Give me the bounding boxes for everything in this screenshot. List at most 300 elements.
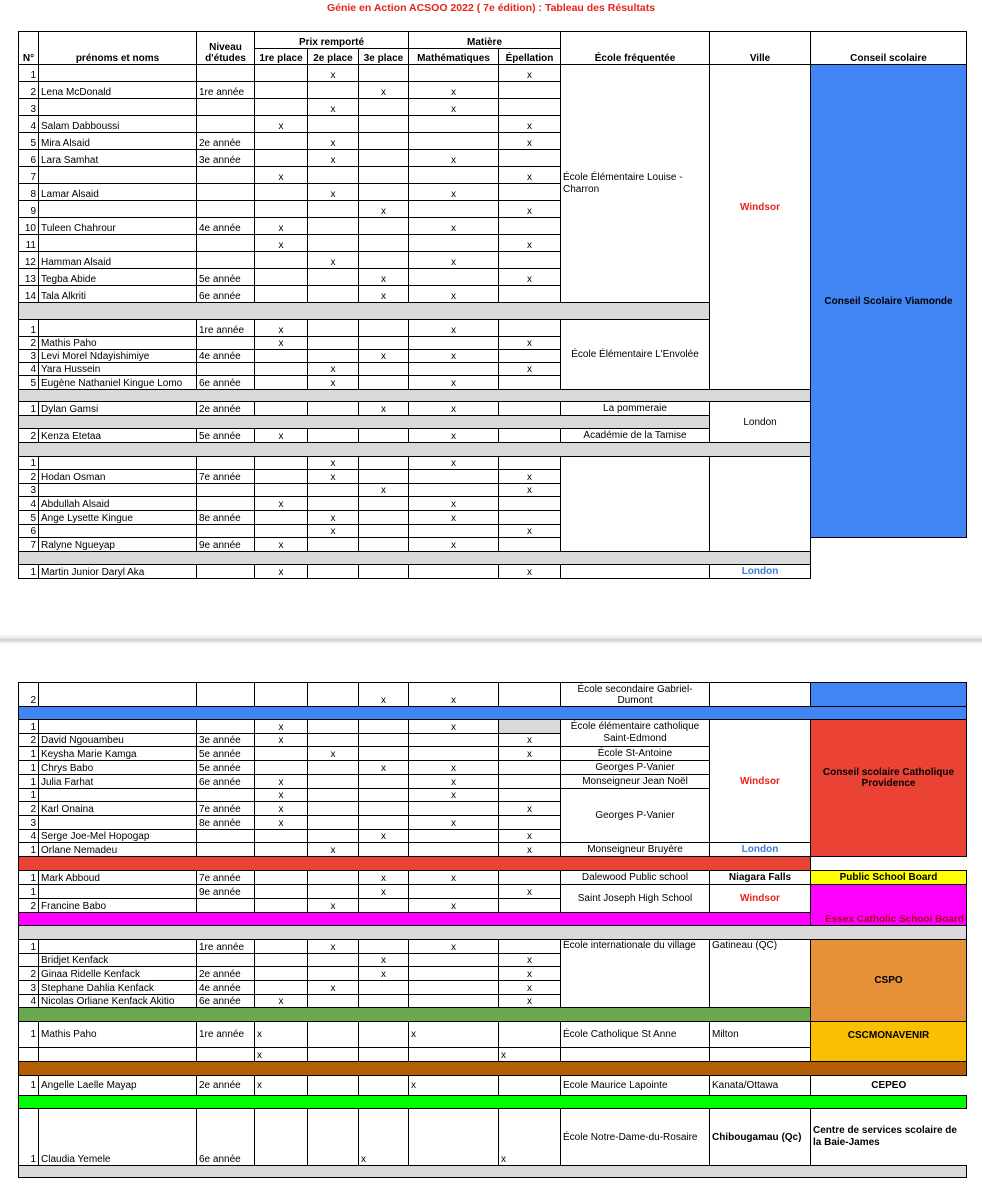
cell-num: 3 (19, 350, 39, 363)
cell-level: 4e année (197, 981, 255, 995)
cell-name (39, 99, 197, 116)
header-level: Niveau d'études (197, 32, 255, 65)
cell-level: 1re année (197, 940, 255, 954)
cell-spell (499, 899, 561, 913)
cell-p1 (255, 363, 308, 376)
cell-level: 7e année (197, 802, 255, 816)
cell-p3 (359, 252, 409, 269)
cell-num: 1 (19, 1109, 39, 1166)
cell-math: x (409, 1076, 499, 1096)
cell-level (197, 337, 255, 350)
cell-spell: x (499, 843, 561, 857)
cell-num: 2 (19, 337, 39, 350)
cell-name (39, 683, 197, 707)
cell-level (197, 484, 255, 497)
cell-p2 (308, 497, 359, 511)
cell-num: 1 (19, 871, 39, 885)
cell-p2 (308, 201, 359, 218)
cell-p1: x (255, 995, 308, 1008)
cell-p1: x (255, 734, 308, 747)
header-num: N° (19, 32, 39, 65)
cell-name (39, 235, 197, 252)
cell-num: 2 (19, 683, 39, 707)
table-row (19, 683, 967, 707)
cell-p2 (308, 871, 359, 885)
cell-p3 (359, 337, 409, 350)
cell-level (197, 954, 255, 967)
separator-cell (19, 1062, 967, 1076)
cell-name (39, 816, 197, 830)
cell-level: 1re année (197, 82, 255, 99)
cell-spell: x (499, 885, 561, 899)
cell-level: 8e année (197, 511, 255, 525)
school-cell (561, 1048, 710, 1062)
cell-spell (499, 82, 561, 99)
header-city: Ville (710, 32, 811, 65)
cell-math (409, 747, 499, 761)
cell-p2 (308, 1109, 359, 1166)
separator-cell (19, 303, 710, 320)
cell-math (409, 1048, 499, 1062)
cell-spell (499, 511, 561, 525)
cell-math (409, 269, 499, 286)
cell-p1 (255, 184, 308, 201)
separator-row (19, 552, 967, 565)
cell-p3 (359, 150, 409, 167)
cell-name: Mark Abboud (39, 871, 197, 885)
cell-p3 (359, 899, 409, 913)
cell-name: Angelle Laelle Mayap (39, 1076, 197, 1096)
cell-num: 2 (19, 967, 39, 981)
cell-p3 (359, 470, 409, 484)
cell-p1 (255, 511, 308, 525)
school-cell (561, 565, 710, 579)
cell-name: Mira Alsaid (39, 133, 197, 150)
cell-math: x (409, 218, 499, 235)
board-cell: CEPEO (871, 1080, 907, 1091)
cell-math: x (409, 350, 499, 363)
board-spacer (811, 857, 967, 871)
cell-p1: x (255, 429, 308, 443)
cell-p3 (359, 1076, 409, 1096)
cell-level: 7e année (197, 871, 255, 885)
cell-math: x (409, 761, 499, 775)
cell-math: x (409, 775, 499, 789)
cell-num: 2 (19, 470, 39, 484)
cell-p1: x (255, 565, 308, 579)
cell-name: Ange Lysette Kingue (39, 511, 197, 525)
cell-p2: x (308, 99, 359, 116)
cell-math: x (409, 320, 499, 337)
cell-level (197, 116, 255, 133)
school-cell: Monseigneur Jean Noël (561, 775, 710, 789)
cell-level: 6e année (197, 286, 255, 303)
cell-p1: x (255, 1022, 308, 1048)
cell-p2 (308, 402, 359, 416)
cell-p2 (308, 538, 359, 552)
table-row (19, 65, 967, 82)
table-row (19, 720, 967, 734)
cell-p2 (308, 350, 359, 363)
cell-spell (499, 429, 561, 443)
cell-p2 (308, 802, 359, 816)
cell-p2 (308, 320, 359, 337)
cell-spell: x (499, 1109, 561, 1166)
cell-p3 (359, 457, 409, 470)
cell-name (39, 1048, 197, 1062)
cell-name: David Ngouambeu (39, 734, 197, 747)
cell-name (39, 65, 197, 82)
school-cell: École élémentaire catholique Saint-Edmond (561, 720, 710, 747)
cell-p3 (359, 747, 409, 761)
cell-p2: x (308, 899, 359, 913)
cell-spell: x (499, 830, 561, 843)
separator-cell (19, 552, 811, 565)
cell-p2 (308, 269, 359, 286)
cell-name (39, 720, 197, 734)
cell-spell (499, 184, 561, 201)
cell-p3 (359, 995, 409, 1008)
cell-name: Mathis Paho (39, 1022, 197, 1048)
cell-p3 (359, 497, 409, 511)
cell-name: Lara Samhat (39, 150, 197, 167)
cell-p3 (359, 525, 409, 538)
cell-name: Orlane Nemadeu (39, 843, 197, 857)
cell-p1: x (255, 1048, 308, 1062)
cell-math (409, 995, 499, 1008)
cell-spell (499, 720, 561, 734)
cell-num: 4 (19, 116, 39, 133)
cell-p2: x (308, 65, 359, 82)
cell-level: 6e année (197, 995, 255, 1008)
board-cell: Conseil Scolaire Viamonde (811, 65, 967, 538)
cell-name: Levi Morel Ndayishimiye (39, 350, 197, 363)
separator-row (19, 1062, 967, 1076)
cell-name: Dylan Gamsi (39, 402, 197, 416)
cell-p3 (359, 363, 409, 376)
cell-math: x (409, 497, 499, 511)
cell-level: 3e année (197, 150, 255, 167)
cell-name: Keysha Marie Kamga (39, 747, 197, 761)
separator-cell (19, 707, 967, 720)
cell-p3 (359, 429, 409, 443)
cell-math: x (409, 429, 499, 443)
cell-p2 (308, 235, 359, 252)
cell-p2 (308, 720, 359, 734)
cell-p3 (359, 720, 409, 734)
cell-name: Chrys Babo (39, 761, 197, 775)
cell-p1 (255, 830, 308, 843)
header-names: prénoms et noms (39, 32, 197, 65)
results-table-part-2 (18, 682, 967, 1178)
header-p2: 2e place (308, 49, 359, 65)
cell-num: 4 (19, 497, 39, 511)
cell-p2: x (308, 981, 359, 995)
cell-num: 2 (19, 899, 39, 913)
cell-p3 (359, 1022, 409, 1048)
city-cell: Milton (710, 1022, 811, 1048)
cell-p1 (255, 747, 308, 761)
city-cell: Gatineau (QC) (710, 940, 811, 1008)
cell-num: 1 (19, 761, 39, 775)
cell-spell: x (499, 1048, 561, 1062)
cell-p3: x (359, 269, 409, 286)
cell-level: 4e année (197, 350, 255, 363)
separator-row (19, 1096, 967, 1109)
cell-p2: x (308, 511, 359, 525)
cell-spell: x (499, 565, 561, 579)
cell-p3: x (359, 350, 409, 363)
cell-num: 4 (19, 995, 39, 1008)
cell-p2 (308, 1022, 359, 1048)
cell-spell (499, 816, 561, 830)
cell-p1 (255, 484, 308, 497)
cell-math (409, 235, 499, 252)
cell-p1: x (255, 116, 308, 133)
city-cell: Windsor (710, 885, 811, 913)
cell-p1: x (255, 337, 308, 350)
cell-p1: x (255, 720, 308, 734)
cell-math: x (409, 402, 499, 416)
city-cell: Windsor (710, 720, 811, 843)
cell-p1 (255, 350, 308, 363)
cell-spell: x (499, 235, 561, 252)
cell-p2 (308, 995, 359, 1008)
cell-p2: x (308, 525, 359, 538)
school-cell: École St-Antoine (561, 747, 710, 761)
cell-p3: x (359, 1109, 409, 1166)
cell-level: 3e année (197, 734, 255, 747)
cell-math: x (409, 899, 499, 913)
cell-num: 12 (19, 252, 39, 269)
school-cell: Ecole Maurice Lapointe (561, 1076, 710, 1096)
cell-p3 (359, 511, 409, 525)
cell-spell: x (499, 981, 561, 995)
cell-name: Kenza Etetaa (39, 429, 197, 443)
table-row (19, 1022, 967, 1048)
cell-spell (499, 218, 561, 235)
board-cell (811, 683, 967, 707)
cell-p1 (255, 885, 308, 899)
cell-p1: x (255, 816, 308, 830)
cell-name (39, 940, 197, 954)
cell-p2 (308, 761, 359, 775)
city-cell: Kanata/Ottawa (710, 1076, 811, 1096)
school-cell: École Notre-Dame-du-Rosaire (561, 1109, 710, 1166)
cell-num: 1 (19, 885, 39, 899)
cell-num: 1 (19, 843, 39, 857)
city-cell: Niagara Falls (710, 871, 811, 885)
cell-spell (499, 252, 561, 269)
cell-spell: x (499, 734, 561, 747)
cell-level: 6e année (197, 775, 255, 789)
header-spell: Épellation (499, 49, 561, 65)
cell-num: 2 (19, 734, 39, 747)
separator-cell (19, 1096, 967, 1109)
cell-p2 (308, 116, 359, 133)
cell-name: Francine Babo (39, 899, 197, 913)
cell-math (409, 734, 499, 747)
cell-math: x (409, 184, 499, 201)
cell-name: Julia Farhat (39, 775, 197, 789)
results-table-part-1 (18, 31, 967, 579)
cell-math: x (409, 789, 499, 802)
cell-math: x (409, 511, 499, 525)
cell-level (197, 363, 255, 376)
city-cell (710, 1048, 811, 1062)
cell-spell (499, 99, 561, 116)
cell-num: 5 (19, 511, 39, 525)
cell-p1 (255, 525, 308, 538)
cell-spell (499, 761, 561, 775)
cell-math: x (409, 940, 499, 954)
cell-p1 (255, 1109, 308, 1166)
cell-num: 2 (19, 802, 39, 816)
cell-num: 11 (19, 235, 39, 252)
cell-level: 4e année (197, 218, 255, 235)
separator-cell (19, 1166, 967, 1178)
cell-math: x (409, 816, 499, 830)
cell-spell (499, 789, 561, 802)
separator-cell (19, 390, 811, 402)
cell-p1 (255, 967, 308, 981)
cell-p1 (255, 150, 308, 167)
cell-p3 (359, 565, 409, 579)
cell-p2 (308, 967, 359, 981)
cell-p1 (255, 133, 308, 150)
cell-math: x (409, 82, 499, 99)
cell-p3 (359, 235, 409, 252)
cell-math (409, 337, 499, 350)
cell-p2 (308, 789, 359, 802)
header-school: École fréquentée (561, 32, 710, 65)
school-cell: École Catholique St Anne (561, 1022, 710, 1048)
cell-num: 10 (19, 218, 39, 235)
cell-num: 6 (19, 525, 39, 538)
cell-level: 5e année (197, 269, 255, 286)
cell-spell: x (499, 802, 561, 816)
cell-p3: x (359, 830, 409, 843)
cell-name (39, 525, 197, 538)
school-cell: École Élémentaire L'Envolée (561, 320, 710, 390)
cell-p2 (308, 167, 359, 184)
cell-p1 (255, 981, 308, 995)
separator-row (19, 857, 967, 871)
cell-math (409, 967, 499, 981)
cell-level (197, 252, 255, 269)
cell-level: 1re année (197, 320, 255, 337)
cell-level (197, 497, 255, 511)
cell-name: Salam Dabboussi (39, 116, 197, 133)
cell-p3 (359, 116, 409, 133)
cell-spell: x (499, 747, 561, 761)
cell-p3 (359, 167, 409, 184)
cell-spell (499, 150, 561, 167)
header-board: Conseil scolaire (811, 32, 967, 65)
cell-name: Tegba Abide (39, 269, 197, 286)
city-cell: Windsor (710, 65, 811, 390)
cell-p1 (255, 761, 308, 775)
cell-spell (499, 538, 561, 552)
cell-spell: x (499, 525, 561, 538)
cell-spell: x (499, 269, 561, 286)
cell-name: Ginaa Ridelle Kenfack (39, 967, 197, 981)
table-row (19, 565, 967, 579)
cell-name: Lamar Alsaid (39, 184, 197, 201)
cell-name: Stephane Dahlia Kenfack (39, 981, 197, 995)
separator-row (19, 707, 967, 720)
cell-level: 2e année (197, 402, 255, 416)
school-cell (561, 457, 710, 552)
cell-p2 (308, 734, 359, 747)
cell-spell: x (499, 470, 561, 484)
cell-p1: x (255, 538, 308, 552)
cell-math: x (409, 457, 499, 470)
cell-level: 2e année (197, 967, 255, 981)
cell-p1 (255, 683, 308, 707)
cell-num: 2 (19, 429, 39, 443)
cell-name (39, 457, 197, 470)
cell-p2: x (308, 843, 359, 857)
cell-num: 1 (19, 1022, 39, 1048)
cell-num: 1 (19, 940, 39, 954)
cell-p1 (255, 201, 308, 218)
separator-cell (19, 926, 967, 940)
cell-level: 7e année (197, 470, 255, 484)
cell-p3: x (359, 683, 409, 707)
cell-num: 4 (19, 830, 39, 843)
cell-name: Claudia Yemele (39, 1109, 197, 1166)
cell-math: x (409, 720, 499, 734)
cell-spell (499, 320, 561, 337)
cell-math: x (409, 538, 499, 552)
cell-num: 1 (19, 1076, 39, 1096)
cell-spell (499, 775, 561, 789)
cell-p2 (308, 830, 359, 843)
cell-num: 13 (19, 269, 39, 286)
cell-p2: x (308, 940, 359, 954)
cell-math (409, 1109, 499, 1166)
cell-p1: x (255, 320, 308, 337)
cell-num: 5 (19, 133, 39, 150)
cell-level (197, 830, 255, 843)
cell-num: 4 (19, 363, 39, 376)
cell-level (197, 789, 255, 802)
school-cell: Saint Joseph High School (561, 885, 710, 913)
cell-p3 (359, 1048, 409, 1062)
school-cell: Dalewood Public school (561, 871, 710, 885)
cell-level: 1re année (197, 1022, 255, 1048)
cell-spell: x (499, 167, 561, 184)
cell-p2 (308, 218, 359, 235)
cell-p3 (359, 99, 409, 116)
cell-math (409, 843, 499, 857)
cell-p3 (359, 816, 409, 830)
cell-math (409, 133, 499, 150)
page-separator (0, 634, 982, 644)
cell-p1: x (255, 235, 308, 252)
cell-num: 7 (19, 167, 39, 184)
cell-math: x (409, 99, 499, 116)
cell-spell: x (499, 133, 561, 150)
cell-name: Nicolas Orliane Kenfack Akitio (39, 995, 197, 1008)
cell-name: Ralyne Ngueyap (39, 538, 197, 552)
cell-num: 1 (19, 775, 39, 789)
cell-p1 (255, 940, 308, 954)
separator-cell (19, 416, 710, 429)
cell-p1: x (255, 789, 308, 802)
board-cell: CSPO (811, 940, 967, 1022)
